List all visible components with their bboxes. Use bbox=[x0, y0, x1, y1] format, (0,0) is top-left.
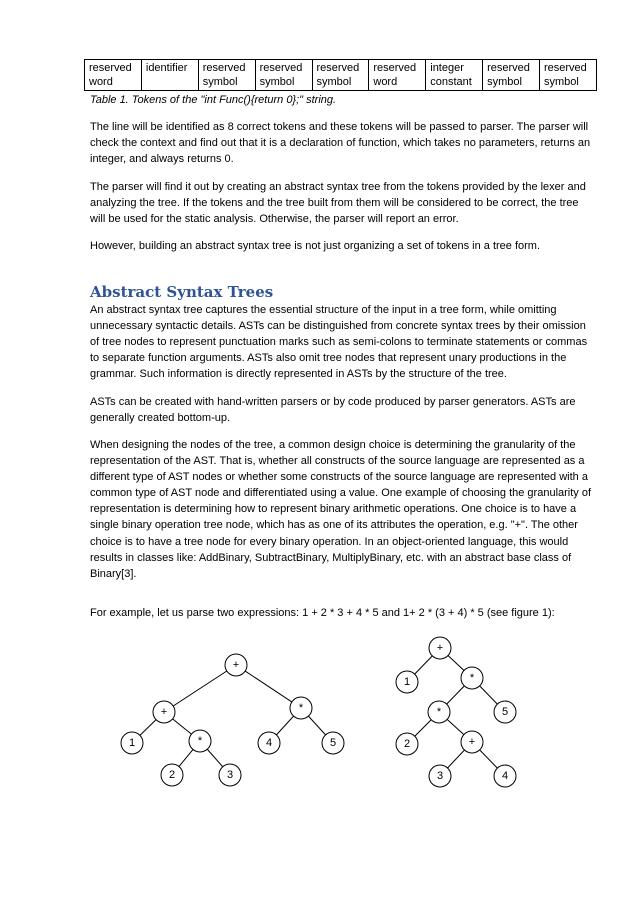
token-cell: reserved symbol bbox=[198, 60, 255, 91]
paragraph-granularity: When designing the nodes of the tree, a common design choice is determining the granularity of the representation of the AST. That is, whether all constructs of the source language are represented as a different type of AST nodes or whether some constructs of the source language are represented with a common type of AST node and differentiated using a value. One example of choosing the granularity of representation is determining how to represent binary arithmetic operations. One choice is to have a single binary operation tree node, which has as one of its attributes the operation, e.g. "+". The other choice is to have a tree node for every binary operation. In an object-oriented language, this would results in classes like: AddBinary, SubtractBinary, MultiplyBinary, etc. with an abstract base class of Binary[3]. bbox=[90, 439, 592, 580]
tree-edge bbox=[179, 749, 193, 766]
paragraph-example-expressions: For example, let us parse two expressions: 1 + 2 * 3 + 4 * 5 and 1+ 2 * (3 + 4) * 5 (see figure 1): bbox=[90, 607, 555, 619]
tree-node bbox=[290, 697, 312, 719]
token-cell: reserved word bbox=[369, 60, 426, 91]
token-cell: identifier bbox=[141, 60, 198, 91]
table-row bbox=[85, 60, 597, 91]
paragraph-tokens-identified: The line will be identified as 8 correct tokens and these tokens will be passed to parser. The parser will check the context and find out that it is a declaration of function, which takes no parameters, returns an integer, and always returns 0. bbox=[90, 121, 591, 166]
tree-edge bbox=[276, 716, 293, 735]
tree-node-label: 5 bbox=[501, 706, 509, 718]
token-cell: reserved symbol bbox=[312, 60, 369, 91]
tree-node-label: + bbox=[160, 706, 168, 718]
tree-node-label: * bbox=[436, 706, 442, 718]
tree-node bbox=[494, 701, 516, 723]
ast-figure-right bbox=[385, 630, 535, 795]
token-cell: integer constant bbox=[426, 60, 483, 91]
tree-edge bbox=[480, 686, 498, 704]
tree-node bbox=[225, 654, 247, 676]
tree-edge bbox=[173, 671, 227, 706]
tree-node-label: 5 bbox=[329, 737, 337, 749]
tree-node-label: 2 bbox=[403, 738, 411, 750]
tree-node-label: 4 bbox=[501, 770, 509, 782]
tree-edge bbox=[308, 716, 325, 735]
ast-figure-left bbox=[110, 645, 360, 790]
tree-node bbox=[258, 732, 280, 754]
tree-edge bbox=[448, 656, 464, 671]
tree-node-label: 3 bbox=[436, 770, 444, 782]
tree-node bbox=[494, 765, 516, 787]
token-cell: reserved symbol bbox=[540, 60, 597, 91]
token-cell: reserved word bbox=[85, 60, 142, 91]
tree-node bbox=[461, 667, 483, 689]
tree-node-label: 3 bbox=[226, 769, 234, 781]
tree-node bbox=[219, 764, 241, 786]
tree-edge bbox=[480, 750, 498, 768]
tree-node bbox=[322, 732, 344, 754]
tree-node-label: + bbox=[232, 659, 240, 671]
paragraph-ast-definition: An abstract syntax tree captures the essential structure of the input in a tree form, while omitting unnecessary syntactic details. ASTs can be distinguished from concrete syntax trees by their omission of tree nodes to represent punctuation marks such as semi-colons to terminate statements or commas to separate function arguments. ASTs also omit tree nodes that represent unary productions in the grammar. Such information is directly represented in ASTs by the structure of the tree. bbox=[90, 304, 588, 381]
tree-edge bbox=[448, 750, 465, 768]
tree-node-label: 1 bbox=[403, 676, 411, 688]
tree-edge bbox=[207, 749, 222, 767]
table-caption: Table 1. Tokens of the "int Func(){return 0};" string. bbox=[90, 94, 337, 106]
tree-edge bbox=[245, 671, 292, 702]
token-table bbox=[84, 59, 597, 91]
tree-node bbox=[396, 733, 418, 755]
tree-edge bbox=[140, 720, 156, 736]
tree-node bbox=[428, 701, 450, 723]
tree-node bbox=[121, 732, 143, 754]
tree-node bbox=[161, 764, 183, 786]
token-cell: reserved symbol bbox=[483, 60, 540, 91]
tree-node-label: 1 bbox=[128, 737, 136, 749]
tree-node-label: + bbox=[468, 736, 476, 748]
tree-node-label: 4 bbox=[265, 737, 273, 749]
tree-edge bbox=[415, 656, 433, 674]
tree-edge bbox=[447, 686, 465, 704]
tree-edge bbox=[173, 719, 192, 734]
paragraph-ast-creation: ASTs can be created with hand-written parsers or by code produced by parser generators. ASTs are generally created bottom-up. bbox=[90, 396, 576, 425]
tree-node bbox=[189, 730, 211, 752]
tree-node-label: + bbox=[436, 642, 444, 654]
tree-node-label: * bbox=[298, 702, 304, 714]
tree-node bbox=[429, 637, 451, 659]
tree-edge bbox=[415, 720, 431, 736]
tree-node bbox=[461, 731, 483, 753]
tree-node-label: 2 bbox=[168, 769, 176, 781]
token-cell: reserved symbol bbox=[255, 60, 312, 91]
paragraph-not-just-organizing: However, building an abstract syntax tree is not just organizing a set of tokens in a tree form. bbox=[90, 240, 541, 252]
tree-node-label: * bbox=[469, 672, 475, 684]
tree-node bbox=[429, 765, 451, 787]
tree-edge bbox=[447, 719, 464, 734]
section-heading: Abstract Syntax Trees bbox=[90, 283, 274, 301]
tree-node bbox=[396, 671, 418, 693]
tree-node-label: * bbox=[197, 735, 203, 747]
paragraph-parser-tree: The parser will find it out by creating an abstract syntax tree from the tokens provided by the lexer and analyzing the tree. If the tokens and the tree built from them will be considered to be correct, the tree will be used for the static analysis. Otherwise, the parser will report an error. bbox=[90, 181, 586, 226]
tree-node bbox=[153, 701, 175, 723]
